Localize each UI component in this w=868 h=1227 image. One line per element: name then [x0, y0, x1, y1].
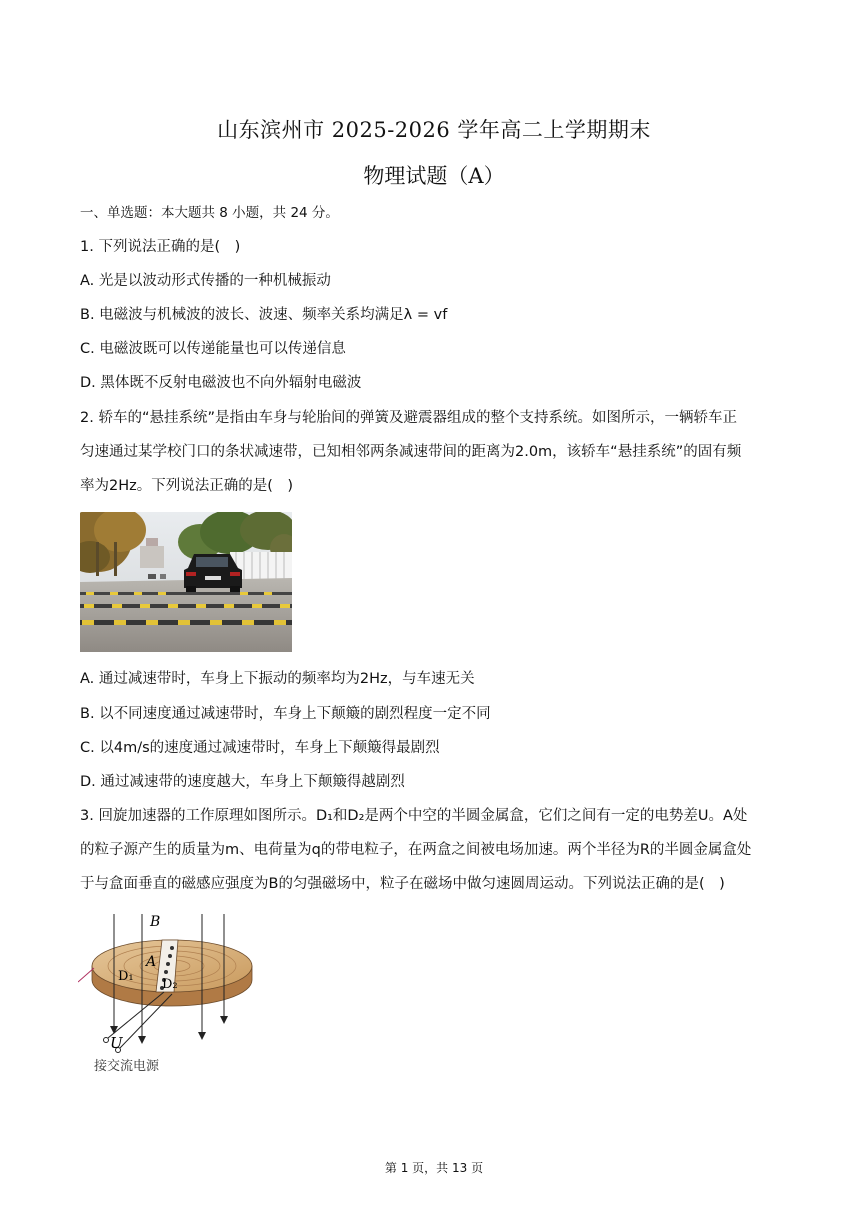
exam-subtitle: 物理试题（A） — [363, 164, 505, 188]
q1-stem: 1. 下列说法正确的是( ) — [80, 239, 241, 255]
q2-stem-line-3: 率为2Hz。下列说法正确的是( ) — [80, 478, 294, 494]
label-a: A — [146, 954, 157, 970]
figure-caption: 接交流电源 — [94, 1059, 160, 1074]
label-b: B — [150, 914, 161, 930]
section-heading: 一、单选题：本大题共 8 小题，共 24 分。 — [80, 205, 339, 221]
q2-stem-line-2: 匀速通过某学校门口的条状减速带，已知相邻两条减速带间的距离为2.0m，该轿车“悬挂系统”的固有频 — [80, 444, 742, 460]
exam-title: 山东滨州市 2025-2026 学年高二上学期期末 — [217, 118, 651, 142]
page-footer: 第 1 页，共 13 页 — [384, 1161, 484, 1175]
cyclotron-diagram — [78, 910, 268, 1078]
q1-option-c: C. 电磁波既可以传递能量也可以传递信息 — [80, 341, 346, 357]
q2-option-b: B. 以不同速度通过减速带时，车身上下颠簸的剧烈程度一定不同 — [80, 706, 491, 722]
q3-stem-line-3: 于与盒面垂直的磁感应强度为B的匀强磁场中，粒子在磁场中做匀速圆周运动。下列说法正确的是( ) — [80, 876, 725, 892]
label-d2: D₂ — [162, 977, 178, 992]
q3-stem-line-2: 的粒子源产生的质量为m、电荷量为q的带电粒子，在两盒之间被电场加速。两个半径为R的半圆金属盒处 — [80, 842, 752, 858]
q2-stem-line-1: 2. 轿车的“悬挂系统”是指由车身与轮胎间的弹簧及避震器组成的整个支持系统。如图所示，一辆轿车正 — [80, 410, 737, 426]
q1-option-d: D. 黑体既不反射电磁波也不向外辐射电磁波 — [80, 375, 362, 391]
q1-option-b: B. 电磁波与机械波的波长、波速、频率关系均满足λ = vf — [80, 307, 448, 323]
label-d1: D₁ — [118, 969, 134, 984]
q1-option-a: A. 光是以波动形式传播的一种机械振动 — [80, 273, 331, 289]
q2-option-c: C. 以4m/s的速度通过减速带时，车身上下颠簸得最剧烈 — [80, 740, 440, 756]
q2-option-d: D. 通过减速带的速度越大，车身上下颠簸得越剧烈 — [80, 774, 405, 790]
q3-stem-line-1: 3. 回旋加速器的工作原理如图所示。D₁和D₂是两个中空的半圆金属盒，它们之间有一定的电势差U。A处 — [80, 808, 748, 824]
label-u: U — [110, 1034, 123, 1052]
speed-bump-car-photo — [80, 512, 292, 652]
q2-option-a: A. 通过减速带时，车身上下振动的频率均为2Hz，与车速无关 — [80, 671, 475, 687]
